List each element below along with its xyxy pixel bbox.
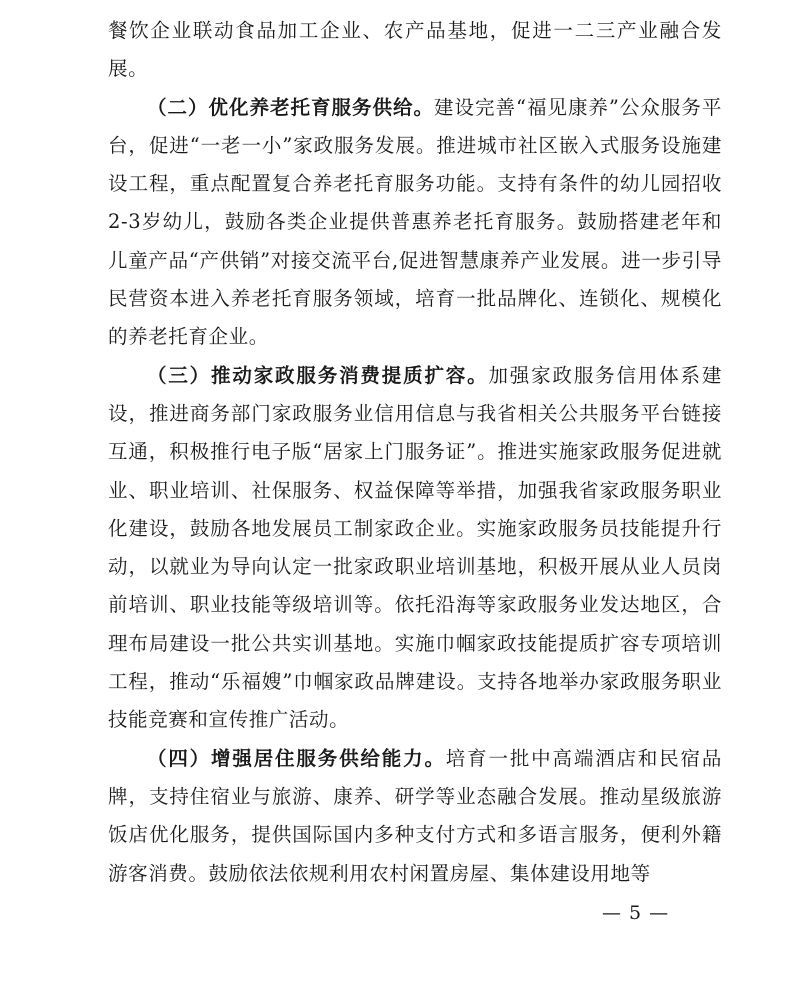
section-heading: （三）推动家政服务消费提质扩容。 <box>147 363 489 387</box>
paragraph-elderly-childcare <box>108 89 722 357</box>
paragraph-housekeeping <box>108 357 722 740</box>
document-body <box>108 12 722 893</box>
section-heading: （四）增强居住服务供给能力。 <box>147 746 446 770</box>
paragraph-body: 餐饮企业联动食品加工企业、农产品基地，促进一二三产业融合发展。 <box>108 19 722 81</box>
paragraph-continuation <box>108 12 722 89</box>
paragraph-accommodation <box>108 740 722 893</box>
paragraph-body: 加强家政服务信用体系建设，推进商务部门家政服务业信用信息与我省相关公共服务平台链接互通，积极推行电子版“居家上门服务证”。推进实施家政服务促进就业、职业培训、社保服务、权益保障等举措，加强我省家政服务职业化建设，鼓励各地发展员工制家政企业。实施家政服务员技能提升行动，以就业为导向认定一批家政职业培训基地，积极开展从业人员岗前培训、职业技能等级培训等。依托沿海等家政服务业发达地区，合理布局建设一批公共实训基地。实施巾帼家政技能提质扩容专项培训工程，推动“乐福嫂”巾帼家政品牌建设。支持各地举办家政服务职业技能竞赛和宣传推广活动。 <box>108 363 722 732</box>
paragraph-body: 建设完善“福见康养”公众服务平台，促进“一老一小”家政服务发展。推进城市社区嵌入式服务设施建设工程，重点配置复合养老托育服务功能。支持有条件的幼儿园招收2-3岁幼儿，鼓励各类企业提供普惠养老托育服务。鼓励搭建老年和儿童产品“产供销”对接交流平台,促进智慧康养产业发展。进一步引导民营资本进入养老托育服务领域，培育一批品牌化、连锁化、规模化的养老托育企业。 <box>108 95 722 349</box>
paragraph-body: 培育一批中高端酒店和民宿品牌，支持住宿业与旅游、康养、研学等业态融合发展。推动星级旅游饭店优化服务，提供国际国内多种支付方式和多语言服务，便利外籍游客消费。鼓励依法依规利用农村闲置房屋、集体建设用地等 <box>108 746 722 885</box>
section-heading: （二）优化养老托育服务供给。 <box>147 95 434 119</box>
page-number: — 5 — <box>602 902 670 924</box>
